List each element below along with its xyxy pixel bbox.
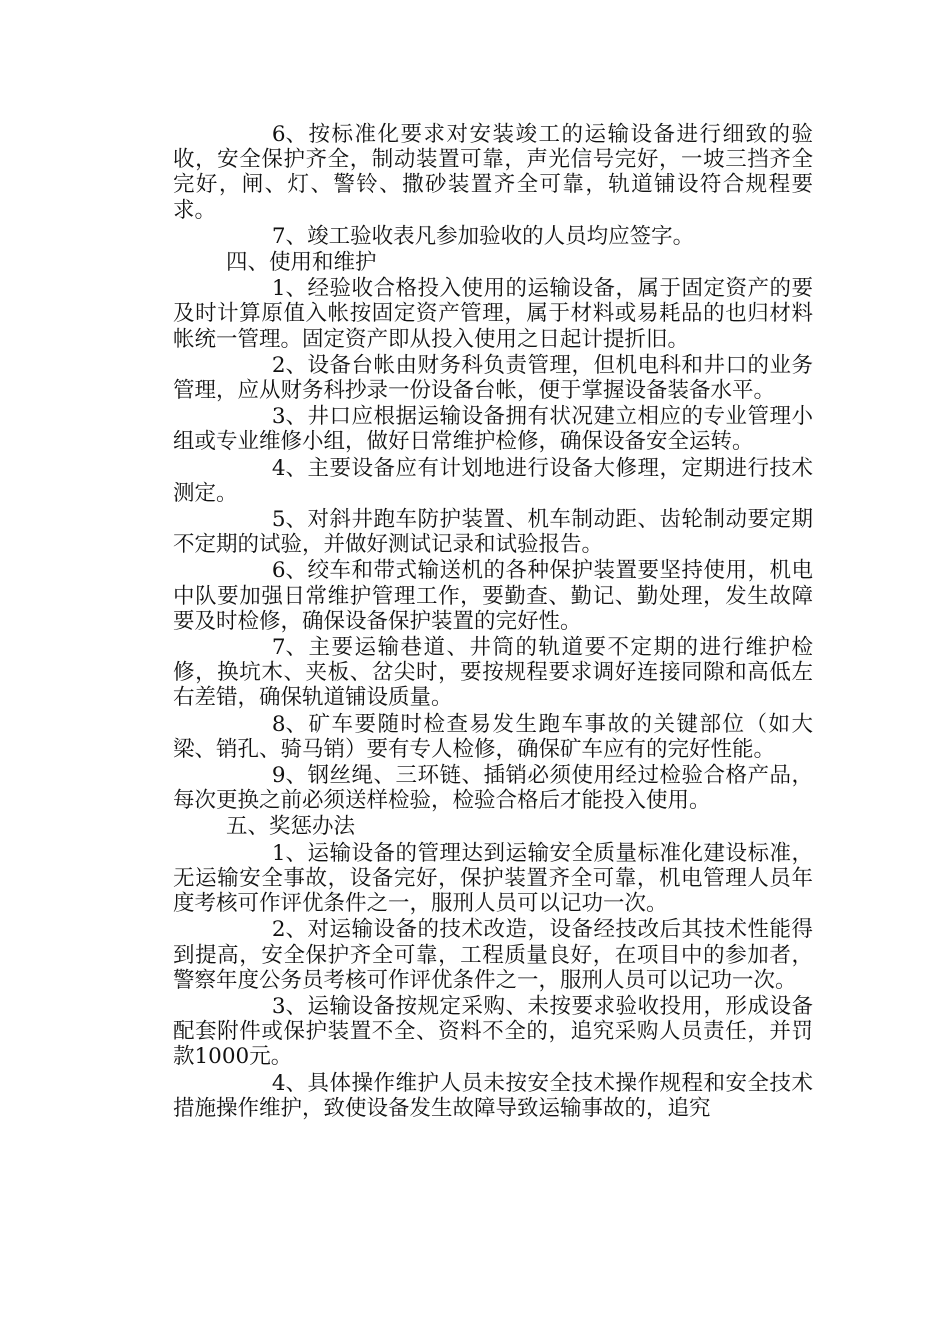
list-paragraph — [173, 507, 813, 557]
list-paragraph — [173, 456, 813, 506]
item-number: 3、 — [271, 993, 308, 1019]
item-number: 7、 — [271, 223, 308, 249]
list-paragraph — [173, 558, 813, 634]
item-text: 对斜井跑车防护装置、机车制动距、齿轮制动要定期不定期的试验，并做好测试记录和试验报告。 — [173, 507, 813, 558]
item-number: 4、 — [271, 455, 308, 481]
item-text: 按标准化要求对安装竣工的运输设备进行细致的验收，安全保护齐全，制动装置可靠，声光信号完好，一坡三挡齐全完好，闸、灯、警铃、撒砂装置齐全可靠，轨道铺设符合规程要求。 — [173, 122, 813, 223]
item-number: 2、 — [271, 917, 308, 943]
list-paragraph — [173, 712, 813, 762]
list-paragraph — [173, 917, 813, 993]
item-number: 8、 — [271, 711, 308, 737]
section-heading: 五、奖惩办法 — [226, 814, 356, 840]
item-text: 竣工验收表凡参加验收的人员均应签字。 — [307, 223, 695, 249]
item-number: 6、 — [271, 122, 308, 147]
item-number: 6、 — [271, 558, 308, 584]
item-number: 5、 — [271, 507, 308, 533]
list-paragraph — [173, 122, 813, 223]
list-paragraph — [173, 635, 813, 711]
item-text: 主要运输巷道、井筒的轨道要不定期的进行维护检修，换坑木、夹板、岔尖时，要按规程要求调好连接同隙和高低左右差错，确保轨道铺设质量。 — [173, 635, 813, 711]
list-paragraph — [173, 276, 813, 352]
section-heading: 四、使用和维护 — [226, 250, 377, 276]
item-number: 1、 — [271, 276, 308, 302]
item-number: 2、 — [271, 352, 308, 378]
item-number: 9、 — [271, 763, 308, 789]
list-paragraph — [173, 404, 813, 454]
item-text: 主要设备应有计划地进行设备大修理，定期进行技术测定。 — [173, 455, 813, 506]
item-number: 4、 — [271, 1070, 308, 1096]
item-text: 运输设备按规定采购、未按要求验收投用，形成设备配套附件或保护装置不全、资料不全的，追究采购人员责任，并罚款1000元。 — [173, 993, 813, 1070]
list-paragraph — [173, 224, 813, 249]
list-paragraph — [173, 763, 813, 813]
item-text: 运输设备的管理达到运输安全质量标准化建设标准，无运输安全事故，设备完好，保护装置齐全可靠，机电管理人员年度考核可作评优条件之一，服刑人员可以记功一次。 — [173, 840, 813, 917]
item-number: 3、 — [271, 404, 308, 430]
item-number: 7、 — [271, 635, 308, 661]
item-text: 绞车和带式输送机的各种保护装置要坚持使用，机电中队要加强日常维护管理工作，要勤查、勤记、勤处理，发生故障要及时检修，确保设备保护装置的完好性。 — [173, 558, 813, 634]
item-text: 对运输设备的技术改造，设备经技改后其技术性能得到提高，安全保护齐全可靠，工程质量良好，在项目中的参加者，警察年度公务员考核可作评优条件之一，服刑人员可以记功一次。 — [173, 917, 813, 993]
item-text: 矿车要随时检查易发生跑车事故的关键部位（如大梁、销孔、骑马销）要有专人检修，确保矿车应有的完好性能。 — [173, 711, 813, 762]
item-text: 经验收合格投入使用的运输设备，属于固定资产的要及时计算原值入帐按固定资产管理，属于材料或易耗品的也归材料帐统一管理。固定资产即从投入使用之日起计提折旧。 — [173, 276, 813, 352]
list-paragraph — [173, 994, 813, 1070]
item-text: 具体操作维护人员未按安全技术操作规程和安全技术措施操作维护，致使设备发生故障导致运输事故的，追究 — [173, 1070, 813, 1121]
list-paragraph — [173, 353, 813, 403]
item-text: 钢丝绳、三环链、插销必须使用经过检验合格产品，每次更换之前必须送样检验，检验合格后才能投入使用。 — [173, 763, 813, 814]
document-body — [173, 122, 813, 1122]
item-number: 1、 — [271, 840, 308, 866]
item-text: 井口应根据运输设备拥有状况建立相应的专业管理小组或专业维修小组，做好日常维护检修，确保设备安全运转。 — [173, 404, 813, 455]
item-text: 设备台帐由财务科负责管理，但机电科和井口的业务管理，应从财务科抄录一份设备台帐，便于掌握设备装备水平。 — [173, 352, 813, 404]
list-paragraph — [173, 841, 813, 917]
list-paragraph — [173, 1071, 813, 1121]
